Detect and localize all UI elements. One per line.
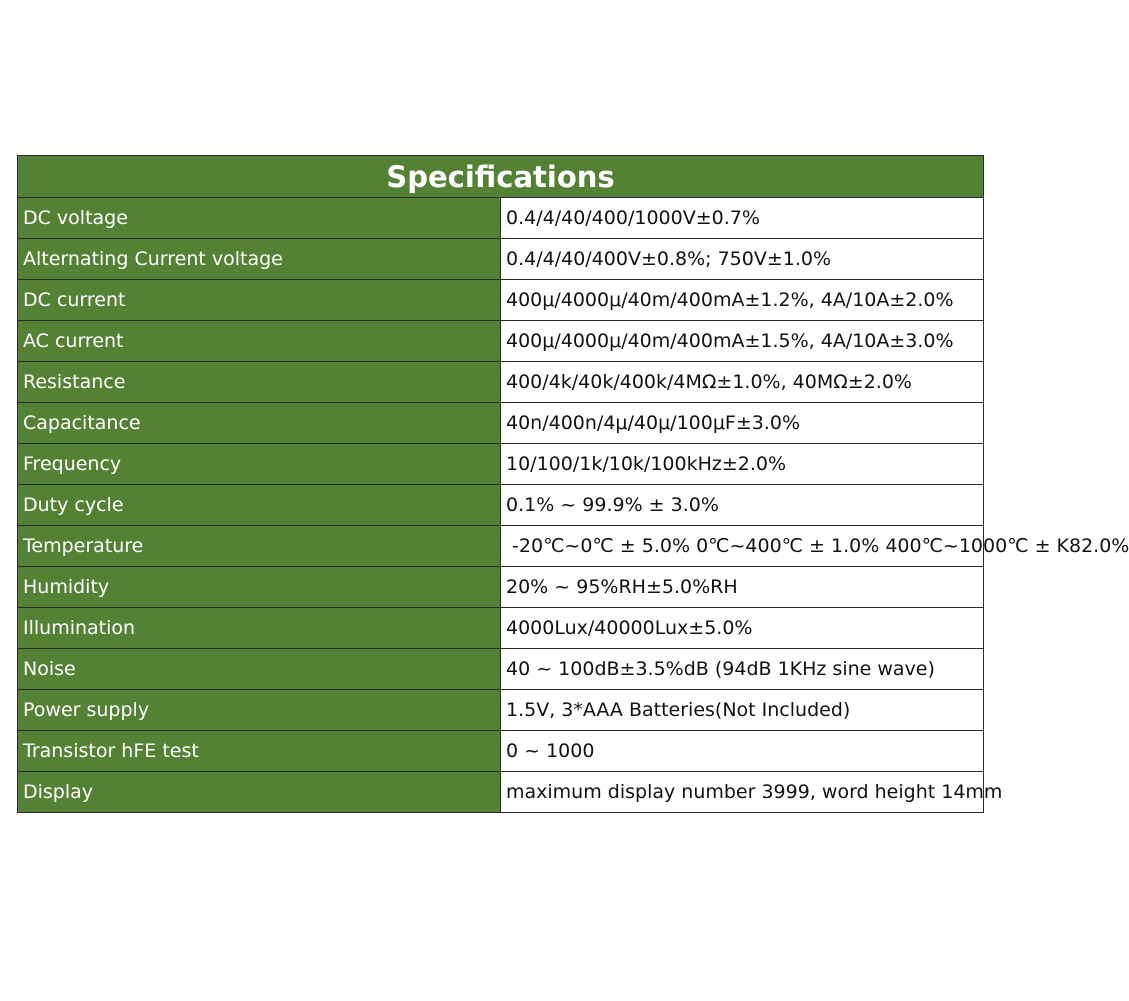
table-row (18, 239, 984, 280)
spec-value: 4000Lux/40000Lux±5.0% (501, 608, 984, 649)
table-row (18, 280, 984, 321)
table-row (18, 608, 984, 649)
spec-value: 40n/400n/4μ/40μ/100μF±3.0% (501, 403, 984, 444)
table-row (18, 321, 984, 362)
spec-label: Illumination (18, 608, 501, 649)
spec-label: Noise (18, 649, 501, 690)
spec-label: Humidity (18, 567, 501, 608)
spec-value: maximum display number 3999, word height 14mm (501, 772, 984, 813)
table-row (18, 403, 984, 444)
specifications-table (17, 155, 1129, 813)
spec-value: 1.5V, 3*AAA Batteries(Not Included) (501, 690, 984, 731)
table-row (18, 649, 984, 690)
table-row (18, 526, 984, 567)
spec-label: DC current (18, 280, 501, 321)
spec-value: 10/100/1k/10k/100kHz±2.0% (501, 444, 984, 485)
table-row (18, 485, 984, 526)
spec-label: Power supply (18, 690, 501, 731)
table-title: Specifications (18, 156, 984, 198)
table-row (18, 690, 984, 731)
spec-label: AC current (18, 321, 501, 362)
table-row (18, 444, 984, 485)
spec-value: 20% ~ 95%RH±5.0%RH (501, 567, 984, 608)
table-row (18, 198, 984, 239)
spec-label: Display (18, 772, 501, 813)
table-row (18, 731, 984, 772)
spec-label: Transistor hFE test (18, 731, 501, 772)
spec-value: 400/4k/40k/400k/4MΩ±1.0%, 40MΩ±2.0% (501, 362, 984, 403)
spec-value: 400μ/4000μ/40m/400mA±1.2%, 4A/10A±2.0% (501, 280, 984, 321)
table-row (18, 772, 984, 813)
spec-label: Temperature (18, 526, 501, 567)
spec-value: 0.4/4/40/400V±0.8%; 750V±1.0% (501, 239, 984, 280)
spec-value: 0 ~ 1000 (501, 731, 984, 772)
table-header-row (18, 156, 984, 198)
spec-label: Frequency (18, 444, 501, 485)
spec-value: -20℃~0℃ ± 5.0% 0℃~400℃ ± 1.0% 400℃~1000℃ ± K82.0% (501, 526, 984, 567)
spec-value: 0.1% ~ 99.9% ± 3.0% (501, 485, 984, 526)
spec-label: Capacitance (18, 403, 501, 444)
spec-label: Resistance (18, 362, 501, 403)
spec-label: Alternating Current voltage (18, 239, 501, 280)
spec-label: DC voltage (18, 198, 501, 239)
spec-value: 40 ~ 100dB±3.5%dB (94dB 1KHz sine wave) (501, 649, 984, 690)
spec-value: 400μ/4000μ/40m/400mA±1.5%, 4A/10A±3.0% (501, 321, 984, 362)
spec-label: Duty cycle (18, 485, 501, 526)
table-row (18, 567, 984, 608)
spec-value: 0.4/4/40/400/1000V±0.7% (501, 198, 984, 239)
table-row (18, 362, 984, 403)
